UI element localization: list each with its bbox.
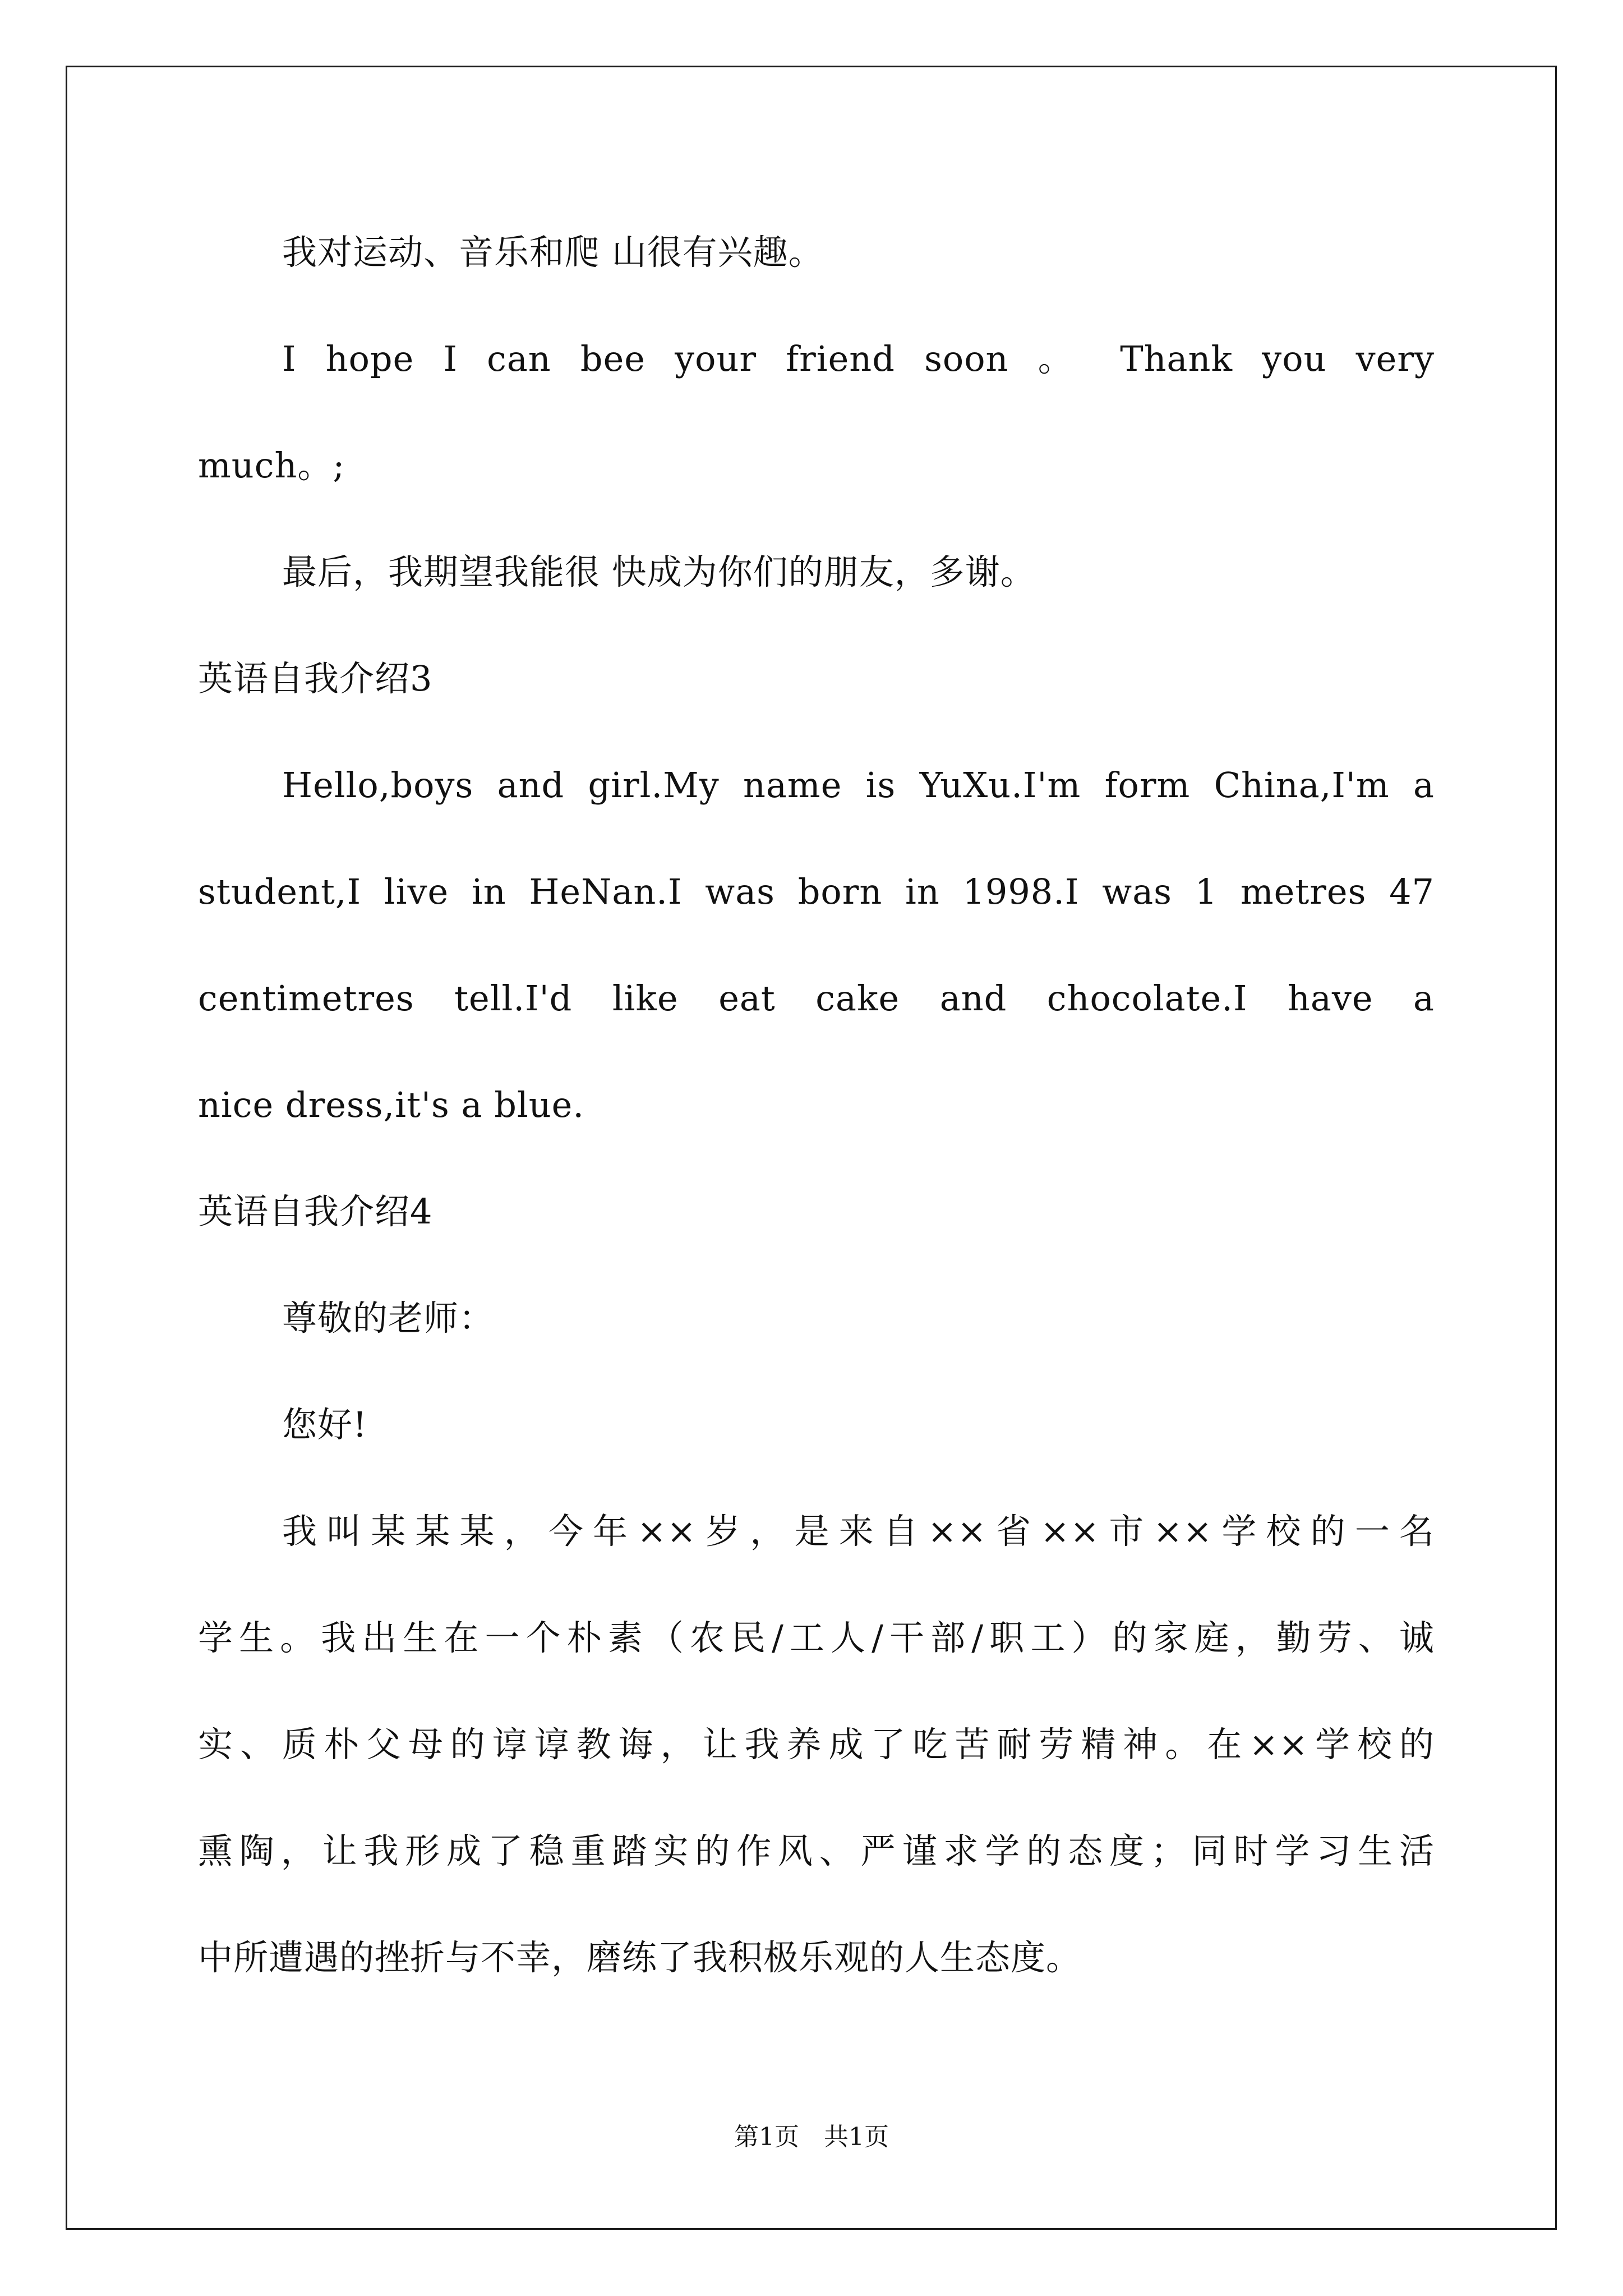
paragraph-line: 学生。我出生在一个朴素（农民/工人/干部/职工）的家庭，勤劳、诚 bbox=[198, 1617, 1435, 1658]
paragraph-line: I hope I can bee your friend soon 。 Thank you very bbox=[282, 338, 1435, 379]
paragraph-line: 我叫某某某，今年××岁，是来自××省××市××学校的一名 bbox=[282, 1511, 1435, 1552]
page-number-footer: 第1页 共1页 bbox=[734, 2123, 889, 2151]
page-border bbox=[66, 66, 1557, 2230]
paragraph-line: 中所遭遇的挫折与不幸，磨练了我积极乐观的人生态度。 bbox=[198, 1937, 1082, 1978]
paragraph-line: Hello,boys and girl.My name is YuXu.I'm form China,I'm a bbox=[282, 765, 1435, 806]
paragraph-line: much。; bbox=[198, 445, 345, 486]
paragraph-line: 实、质朴父母的谆谆教诲，让我养成了吃苦耐劳精神。在××学校的 bbox=[198, 1724, 1435, 1765]
paragraph-line: 尊敬的老师： bbox=[282, 1297, 495, 1338]
paragraph-line: 我对运动、音乐和爬 山很有兴趣。 bbox=[282, 232, 824, 273]
paragraph-line: 您好! bbox=[282, 1404, 367, 1445]
paragraph-line: 熏陶，让我形成了稳重踏实的作风、严谨求学的态度；同时学习生活 bbox=[198, 1830, 1435, 1871]
paragraph-line: nice dress,it's a blue. bbox=[198, 1084, 585, 1125]
section-heading: 英语自我介绍4 bbox=[198, 1191, 433, 1232]
paragraph-line: 最后，我期望我能很 快成为你们的朋友，多谢。 bbox=[282, 551, 1036, 592]
paragraph-line: student,I live in HeNan.I was born in 1998.I was 1 metres 47 bbox=[198, 871, 1435, 912]
paragraph-line: centimetres tell.I'd like eat cake and chocolate.I have a bbox=[198, 978, 1435, 1019]
section-heading: 英语自我介绍3 bbox=[198, 658, 433, 699]
